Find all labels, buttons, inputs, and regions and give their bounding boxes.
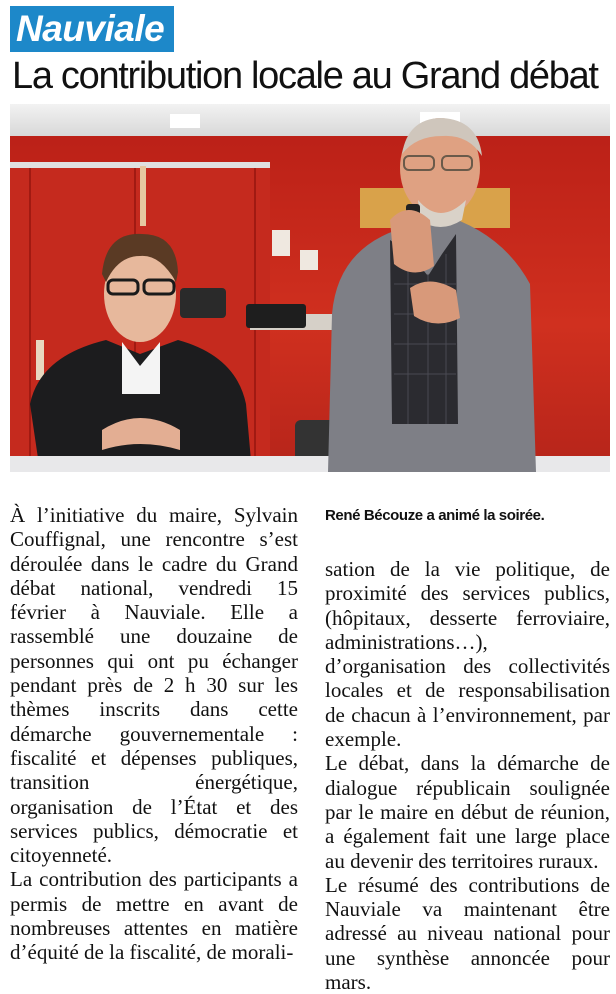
article-column-1 — [10, 503, 298, 965]
article-paragraph: La contribution des participants a permis de mettre en avant de nombreuses attentes en matière d’équité de la fiscalité, de morali- — [10, 867, 298, 965]
article-column-2 — [325, 557, 610, 994]
article-paragraph: Le résumé des contributions de Nauviale va maintenant être adressé au niveau national pour une synthèse annoncée pour mars. — [325, 872, 610, 994]
section-kicker: Nauviale — [10, 6, 174, 52]
article-paragraph: Le débat, dans la démarche de dialogue républicain soulignée par le maire en début de réunion, a également fait une large place au devenir des territoires ruraux. — [325, 751, 610, 873]
article-photo — [10, 104, 610, 472]
article-headline: La contribution locale au Grand débat — [12, 55, 598, 97]
photo-caption: René Bécouze a animé la soirée. — [325, 507, 545, 524]
article-paragraph: À l’initiative du maire, Sylvain Couffignal, une rencontre s’est déroulée dans le cadre du Grand débat national, vendredi 15 février à Nauviale. Elle a rassemblé une douzaine de personnes qui ont pu échanger pendant près de 2 h 30 sur les thèmes inscrits dans cette démarche gouvernementale : fiscalité et dépenses publiques, transition énergétique, organisation de l’État et des services publics, démocratie et citoyenneté. — [10, 503, 298, 868]
article-paragraph: sation de la vie politique, de proximité des services publics, (hôpitaux, desserte ferroviaire, administrations…), d’organisation des collectivités locales et de responsabilisation de chacun à l’environnement, par exemple. — [325, 557, 610, 752]
